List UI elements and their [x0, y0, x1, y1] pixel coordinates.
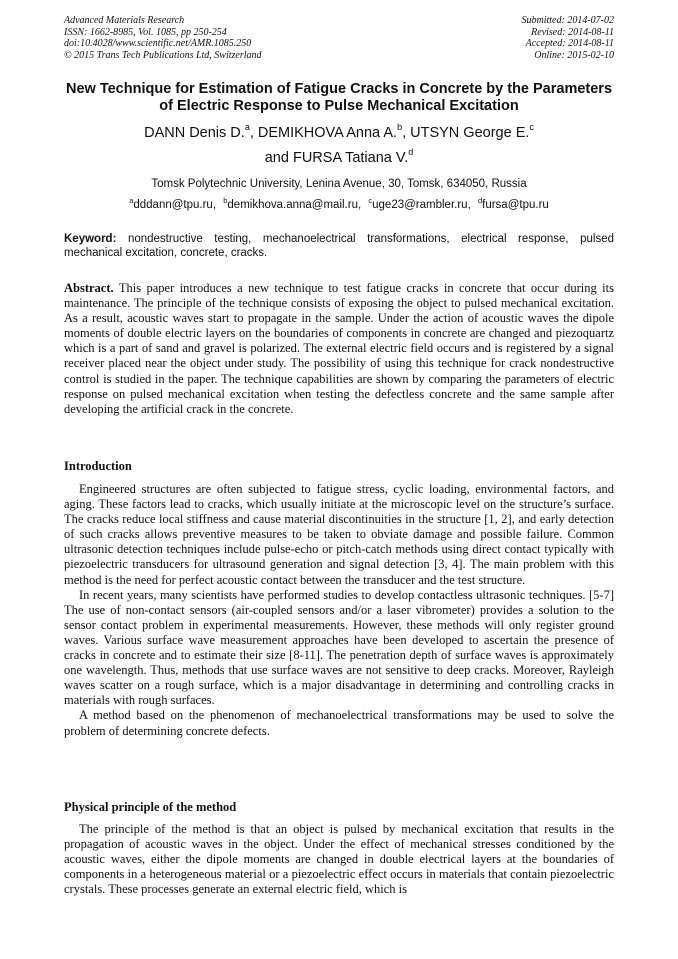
section-heading-physical-principle: Physical principle of the method: [64, 800, 237, 814]
abstract-label: Abstract.: [64, 281, 114, 295]
author-name: UTSYN George E.: [410, 125, 530, 141]
copyright-line: © 2015 Trans Tech Publications Ltd, Switzerland: [64, 49, 262, 61]
abstract-text: This paper introduces a new technique to test fatigue cracks in concrete that occur during its maintenance. The principle of the technique consists of exposing the object to pulsed mechanical excitation. As a result, acoustic waves start to propagate in the sample. Under the action of acoustic waves the dipole moments of double electric layers on the boundaries of components in concrete are changed and piezoquartz which is a part of sand and gravel is polarized. The external electric field occurs and is registered by a signal receiver placed near the object under study. The possibility of using this technique for crack nondestructive control is studied in the paper. The technique capabilities are shown by comparing the parameters of electric response on pulsed mechanical excitation when testing the defectless concrete and the same sample after developing the artificial crack in the concrete.: [64, 281, 614, 416]
email-superscript: b: [223, 196, 228, 205]
issn-line: ISSN: 1662-8985, Vol. 1085, pp 250-254: [64, 26, 227, 38]
journal-info: [64, 15, 262, 61]
physical-principle-body: [64, 822, 614, 897]
accepted-date: Accepted: 2014-08-11: [525, 38, 614, 49]
author-name: DEMIKHOVA Anna A.: [257, 125, 398, 141]
submitted-date: Submitted: 2014-07-02: [521, 15, 614, 26]
affiliation: Tomsk Polytechnic University, Lenina Avenue, 30, Tomsk, 634050, Russia: [151, 178, 527, 190]
email-list: $^a$dddann@tpu.ru, $^b$demikhova.anna@mail.ru, $^c$uge23@rambler.ru, $^d$fursa@tpu.ru: [129, 196, 549, 211]
paragraph: A method based on the phenomenon of mechanoelectrical transformations may be used to solve the problem of determining concrete defects.: [64, 708, 614, 738]
submission-dates: [522, 15, 615, 61]
author-list: DANN Denis D.$^a$, DEMIKHOVA Anna A.$^b$, UTSYN George E.$^c$ and FURSA Tatiana V.$^d$: [144, 122, 534, 166]
email-address: uge23@rambler.ru: [372, 199, 468, 211]
author-superscript: d: [408, 147, 414, 157]
author-conjunction: and: [264, 150, 289, 166]
author-superscript: c: [529, 122, 534, 132]
paragraph: In recent years, many scientists have performed studies to develop contactless ultrasonic techniques. [5-7] The use of non-contact sensors (air-coupled sensors and/or a laser vibrometer) provides a solution to the sensor contact problem in experimental measurements. However, these methods will only register ground waves. Various surface wave measurement approaches have been developed to ascertain the presence of cracks in concrete and to estimate their size [8-11]. The penetration depth of surface waves is approximately one wavelength. Thus, methods that use surface waves are not sensitive to deep cracks. Moreover, Rayleigh waves scatter on a rough surface, which is a major disadvantage in determining and controlling cracks in materials with rough surfaces.: [64, 587, 614, 708]
doi-line: doi:10.4028/www.scientific.net/AMR.1085.250: [64, 38, 252, 49]
email-superscript: d: [477, 196, 483, 205]
email-address: dddann@tpu.ru: [133, 199, 213, 211]
author-name: FURSA Tatiana V.: [292, 150, 409, 166]
introduction-body: [64, 482, 614, 739]
online-date: Online: 2015-02-10: [534, 49, 614, 61]
journal-name: Advanced Materials Research: [64, 15, 185, 26]
keywords-text: nondestructive testing, mechanoelectrical transformations, electrical response, pulsed mechanical excitation, concrete, cracks.: [64, 233, 614, 259]
email-superscript: a: [129, 196, 134, 205]
paper-title: New Technique for Estimation of Fatigue Cracks in Concrete by the Parameters of Electric Response to Pulse Mechanical Excitation: [65, 81, 613, 114]
paragraph: Engineered structures are often subjected to fatigue stress, cyclic loading, environmental factors, and aging. These factors lead to cracks, which usually initiate at the microscopic level on the structure’s surface. The cracks reduce local stiffness and cause material discontinuities in the structure [1, 2], and early detection of such cracks allows preventive measures to be taken to obviate damage and possible failure. Common ultrasonic detection techniques include pulse-echo or pitch-catch methods using direct contact typically with piezoelectric transducers for ultrasound generation and signal detection [3, 4]. The main problem with this method is the need for perfect acoustic contact between the transducer and the test structure.: [64, 482, 614, 587]
abstract: [64, 281, 614, 417]
keywords-label: Keyword:: [64, 233, 117, 245]
revised-date: Revised: 2014-08-11: [531, 26, 614, 38]
paragraph: The principle of the method is that an object is pulsed by mechanical excitation that results in the propagation of acoustic waves in the object. Under the effect of mechanical stresses conditioned by the acoustic waves, either the dipole moments are changed in double electrical layers at the boundaries of components in a heterogeneous material or a piezoelectric effect occurs in materials that contain piezoelectric crystals. These processes generate an external electric field, which is: [64, 822, 614, 897]
email-address: demikhova.anna@mail.ru: [227, 199, 358, 211]
author-superscript: b: [397, 122, 403, 132]
email-superscript: c: [368, 196, 373, 205]
section-heading-introduction: Introduction: [64, 459, 132, 473]
keywords: [64, 232, 614, 260]
author-name: DANN Denis D.: [144, 125, 245, 141]
author-superscript: a: [244, 122, 250, 132]
email-address: fursa@tpu.ru: [482, 199, 549, 211]
